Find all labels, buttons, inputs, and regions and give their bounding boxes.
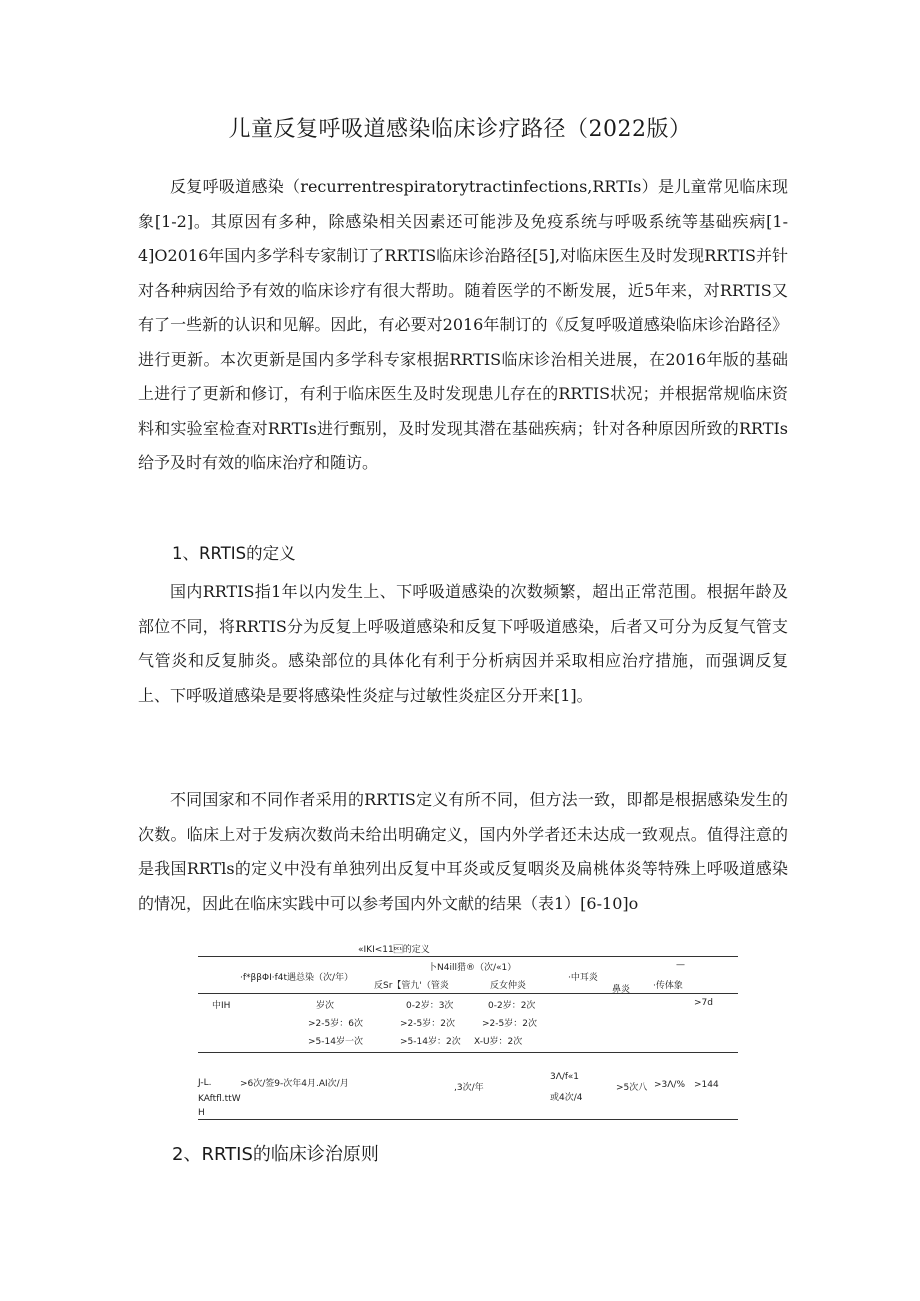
row1-upper-3: >5-14岁一次 — [308, 1037, 363, 1047]
section-1-paragraph-1: 国内RRTIS指1年以内发生上、下呼吸道感染的次数频繁，超出正常范围。根据年龄及部位不同，将RRTIS分为反复上呼吸道感染和反复下呼吸道感染，后者又可分为反复气管支气管炎和反复肺炎。感染部位的具体化有利于分析病因并采取相应治疗措施，而强调反复上、下呼吸道感染是要将感染性炎症与过敏性炎症区分开来[1]。 — [138, 582, 788, 705]
intro-paragraph: 反复呼吸道感染（recurrentrespiratorytractinfections,RRTIs）是儿童常见临床现象[1-2]。其原因有多种，除感染相关因素还可能涉及免疫系统与呼吸系统等基础疾病[1-4]O2016年国内多学科专家制订了RRTIS临床诊治路径[5],对临床医生及时发现RRTIS并针对各种病因给予有效的临床诊疗有很大帮助。随着医学的不断发展，近5年来，对RRTIS又有了一些新的认识和见解。因此，有必要对2016年制订的《反复呼吸道感染临床诊治路径》进行更新。本次更新是国内多学科专家根据RRTIS临床诊治相关进展，在2016年版的基础上进行了更新和修订，有利于临床医生及时发现患儿存在的RRTIS状况；并根据常规临床资料和实验室检查对RRTIs进行甄别，及时发现其潜在基础疾病；针对各种原因所致的RRTIs给予及时有效的临床治疗和随访。 — [138, 177, 788, 472]
section-1-heading: 1、RRTIS的定义 — [172, 544, 296, 563]
row2-region-3: H — [198, 1108, 205, 1118]
table-bottom-rule — [198, 1119, 738, 1120]
row2-lower: ,3次/年 — [454, 1083, 484, 1093]
header-bronchitis: 反Sr【管九'（管炎 — [374, 981, 449, 991]
row1-upper-2: >2-5岁：6次 — [308, 1019, 363, 1029]
row1-bronch-2: >2-5岁：2次 — [400, 1019, 455, 1029]
row1-bronch-3: >5-14岁：2次 — [400, 1037, 461, 1047]
row1-region: 中IH — [212, 1001, 231, 1011]
table-caption: «IKI<11的定义 — [358, 945, 430, 955]
table-row-rule — [198, 1052, 738, 1053]
row2-dash: >3Λ/% — [654, 1080, 686, 1090]
header-tonsillitis: ·传体象 — [653, 981, 683, 991]
row2-region-2: KAftfl.ttW — [198, 1094, 241, 1104]
section-1-paragraph-2: 不同国家和不同作者采用的RRTIS定义有所不同，但方法一致，即都是根据感染发生的次数。临床上对于发病次数尚未给出明确定义，国内外学者还未达成一致观点。值得注意的是我国RRTls的定义中没有单独列出反复中耳炎或反复咽炎及扁桃体炎等特殊上呼吸道感染的情况，因此在临床实践中可以参考国内外文献的结果（表1）[6-10]o — [138, 790, 788, 913]
document-title: 儿童反复呼吸道感染临床诊疗路径（2022版） — [228, 117, 692, 142]
header-lower-infection: 卜N4ill猎®（次/«1） — [428, 963, 517, 973]
row2-upper: >6次/签9-次年4月.AI次/月 — [240, 1079, 349, 1089]
row2-sinus: >5次八 — [616, 1083, 648, 1093]
table-top-rule — [198, 956, 738, 957]
row2-otitis-1: 3Λ/f«1 — [550, 1072, 579, 1082]
table-header-rule — [198, 993, 738, 994]
row2-tonsil: >144 — [694, 1080, 719, 1090]
row1-pneu-3: X-U岁：2次 — [474, 1037, 523, 1047]
row2-region-1: J-L. — [198, 1078, 212, 1088]
header-dash: — — [676, 960, 685, 970]
row1-pneu-1: 0-2岁：2次 — [488, 1001, 536, 1011]
header-otitis: ·中耳炎 — [568, 973, 598, 983]
header-pneumonia: 反女仲炎 — [490, 981, 527, 991]
definition-table — [198, 940, 738, 1120]
header-sinusitis: 鼻炎 — [612, 985, 631, 995]
row1-bronch-1: 0-2岁：3次 — [406, 1001, 454, 1011]
section-2-heading: 2、RRTIS的临床诊治原则 — [172, 1144, 379, 1165]
row1-tonsil: >7d — [694, 998, 713, 1008]
row2-otitis-2: 或4次/4 — [550, 1093, 583, 1103]
row1-upper-1: 岁次 — [316, 1001, 335, 1011]
row1-pneu-2: >2-5岁：2次 — [482, 1019, 537, 1029]
header-upper-infection: ·f*ββΦI·f4t遇总染（次/年） — [240, 973, 354, 983]
